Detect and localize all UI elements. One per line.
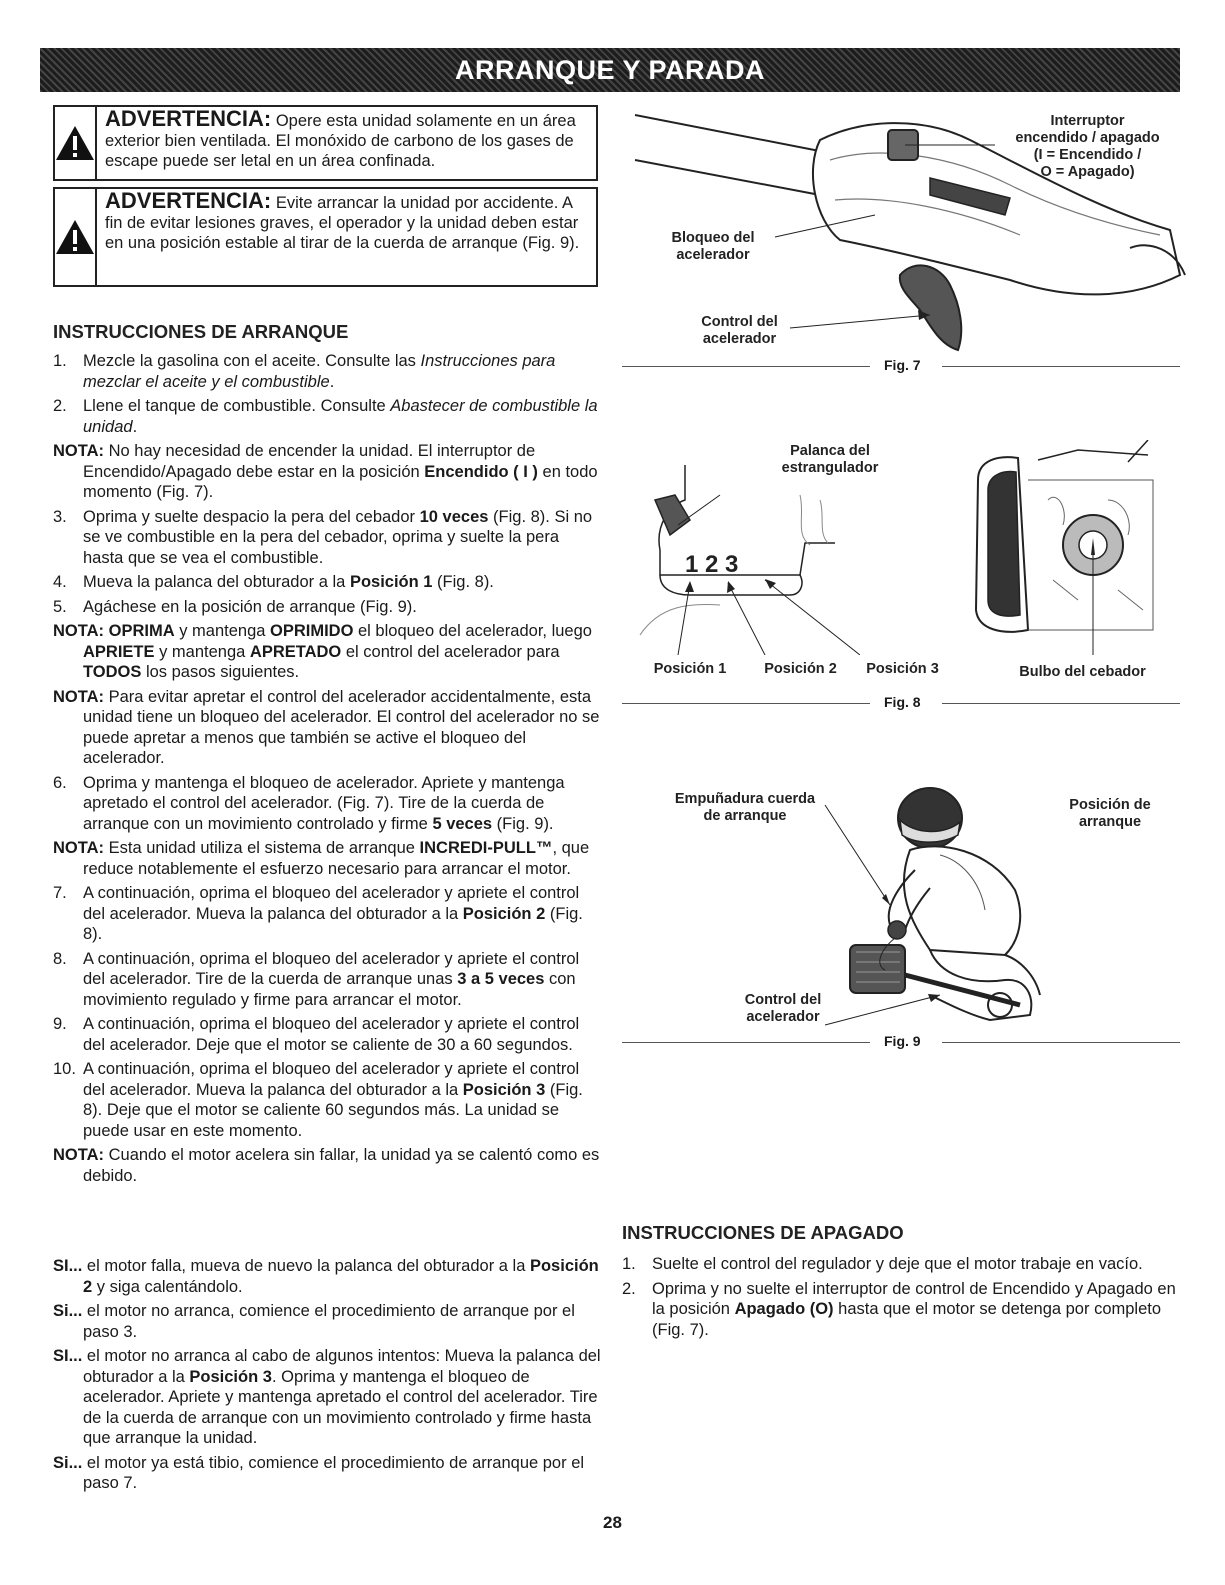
note: NOTA: OPRIMA y mantenga OPRIMIDO el bloqueo del acelerador, luego APRIETE y mantenga APRETADO el control del acelerador para TODOS los pasos siguientes.	[53, 622, 592, 681]
start-step: 8. A continuación, oprima el bloqueo del acelerador y apriete el control del acelerador. Tire de la cuerda de arranque unas 3 a 5 veces con movimiento regulado y firme para arrancar el motor.	[53, 949, 580, 1009]
start-step: 1. Mezcle la gasolina con el aceite. Consulte las Instrucciones para mezclar el aceite y el combustible.	[53, 352, 556, 391]
troubleshooting-list	[53, 1256, 603, 1498]
start-instructions	[53, 321, 603, 1190]
starter-handle-label: Empuñadura cuerda de arranque	[674, 791, 816, 824]
note: NOTA: Esta unidad utiliza el sistema de arranque INCREDI-PULL™, que reduce notablemente el esfuerzo necesario para arrancar el motor.	[53, 839, 590, 878]
fig7-caption: Fig. 7	[884, 357, 921, 373]
section-banner	[40, 48, 1180, 92]
stop-step: 1. Suelte el control del regulador y deje que el motor trabaje en vacío.	[622, 1255, 1143, 1273]
warning-box-exhaust	[53, 105, 598, 181]
choke-lever-illustration	[630, 455, 860, 655]
stop-instructions	[622, 1222, 1182, 1344]
note: NOTA: No hay necesidad de encender la unidad. El interruptor de Encendido/Apagado debe estar en la posición Encendido ( I ) en todo momento (Fig. 7).	[53, 442, 598, 501]
stop-step: 2. Oprima y no suelte el interruptor de control de Encendido y Apagado en la posición Apagado (O) hasta que el motor se detenga por completo (Fig. 7).	[622, 1279, 1176, 1339]
position-1-label: Posición 1	[653, 661, 727, 677]
fig7-caption-row	[622, 357, 1180, 375]
fig8-caption: Fig. 8	[884, 694, 921, 710]
condition-item: SI... el motor no arranca al cabo de algunos intentos: Mueva la palanca del obturador a la Posición 3. Oprima y mantenga el bloqueo de acelerador. Apriete y mantenga apretado el control del acelerador. Tire de la cuerda de arranque con un movimiento controlado y firme hasta que arranque la unidad.	[53, 1347, 601, 1447]
position-2-label: Posición 2	[764, 661, 837, 677]
page-number: 28	[603, 1513, 622, 1532]
kneeling-operator-illustration	[820, 780, 1050, 1035]
position-3-label: Posición 3	[866, 661, 939, 677]
throttle-lock-label: Bloqueo del acelerador	[671, 230, 755, 263]
starting-position-label: Posición de arranque	[1069, 797, 1151, 830]
fig8-caption-row	[622, 694, 1180, 712]
start-step: 3. Oprima y suelte despacio la pera del cebador 10 veces (Fig. 8). Si no se ve combustible en la pera del cebador, oprima y suelte la pera hasta que se vea el combustible.	[53, 507, 593, 567]
note: NOTA: Para evitar apretar el control del acelerador accidentalmente, esta unidad tiene un bloqueo del acelerador. El control del acelerador no se puede apretar a menos que también se active el bloqueo del acelerador.	[53, 687, 600, 767]
primer-bulb-label: Bulbo del cebador	[1019, 664, 1146, 680]
start-step: 4. Mueva la palanca del obturador a la Posición 1 (Fig. 8).	[53, 573, 494, 591]
fig9-throttle-control-label: Control del acelerador	[744, 992, 822, 1025]
position-digits: 1 2 3	[685, 551, 739, 578]
start-step: 2. Llene el tanque de combustible. Consulte Abastecer de combustible la unidad.	[53, 397, 598, 436]
start-step: 5. Agáchese en la posición de arranque (Fig. 9).	[53, 597, 417, 616]
primer-bulb-illustration	[958, 440, 1158, 670]
fig9-caption-row	[622, 1033, 1180, 1051]
condition-item: SI... el motor falla, mueva de nuevo la palanca del obturador a la Posición 2 y siga calentándolo.	[53, 1257, 599, 1296]
start-heading: INSTRUCCIONES DE ARRANQUE	[53, 321, 349, 342]
start-step: 9. A continuación, oprima el bloqueo del acelerador y apriete el control del acelerador. Deje que el motor se caliente de 30 a 60 segundos.	[53, 1015, 580, 1054]
warning-box-accidental-start	[53, 187, 598, 287]
section-title: ARRANQUE Y PARADA	[454, 54, 766, 85]
start-step: 7. A continuación, oprima el bloqueo del acelerador y apriete el control del acelerador. Mueva la palanca del obturador a la Posición 2 (Fig. 8).	[53, 884, 583, 943]
stop-heading: INSTRUCCIONES DE APAGADO	[622, 1222, 904, 1243]
start-step: 6. Oprima y mantenga el bloqueo de acelerador. Apriete y mantenga apretado el control del acelerador. (Fig. 7). Tire de la cuerda de arranque con un movimiento controlado y firme 5 veces (Fig. 9).	[53, 773, 565, 833]
warning-triangle-icon	[55, 189, 97, 285]
warning-triangle-icon	[55, 107, 97, 179]
condition-item: Si... el motor no arranca, comience el procedimiento de arranque por el paso 3.	[53, 1302, 575, 1341]
throttle-control-label: Control del acelerador	[701, 314, 778, 347]
condition-item: Si... el motor ya está tibio, comience el procedimiento de arranque por el paso 7.	[53, 1453, 585, 1492]
switch-label: Interruptor encendido / apagado (I = Encendido / O = Apagado)	[1015, 113, 1160, 180]
warning-text: ADVERTENCIA: Opere esta unidad solamente en un área exterior bien ventilada. El monóxido de carbono de los gases de escape puede ser letal en un área confinada.	[105, 106, 576, 170]
fig9-caption: Fig. 9	[884, 1033, 921, 1049]
start-step: 10. A continuación, oprima el bloqueo del acelerador y apriete el control del acelerador. Mueva la palanca del obturador a la Posición 3 (Fig. 8). Deje que el motor se caliente 60 segundos más. La unidad se puede usar en este momento.	[53, 1060, 583, 1140]
warning-text: ADVERTENCIA: Evite arrancar la unidad por accidente. A fin de evitar lesiones graves, el operador y la unidad deben estar en una posición estable al tirar de la cuerda de arranque (Fig. 9).	[105, 188, 580, 252]
note: NOTA: Cuando el motor acelera sin fallar, la unidad ya se calentó como es debido.	[53, 1146, 600, 1185]
choke-lever-label: Palanca del estrangulador	[781, 443, 879, 476]
